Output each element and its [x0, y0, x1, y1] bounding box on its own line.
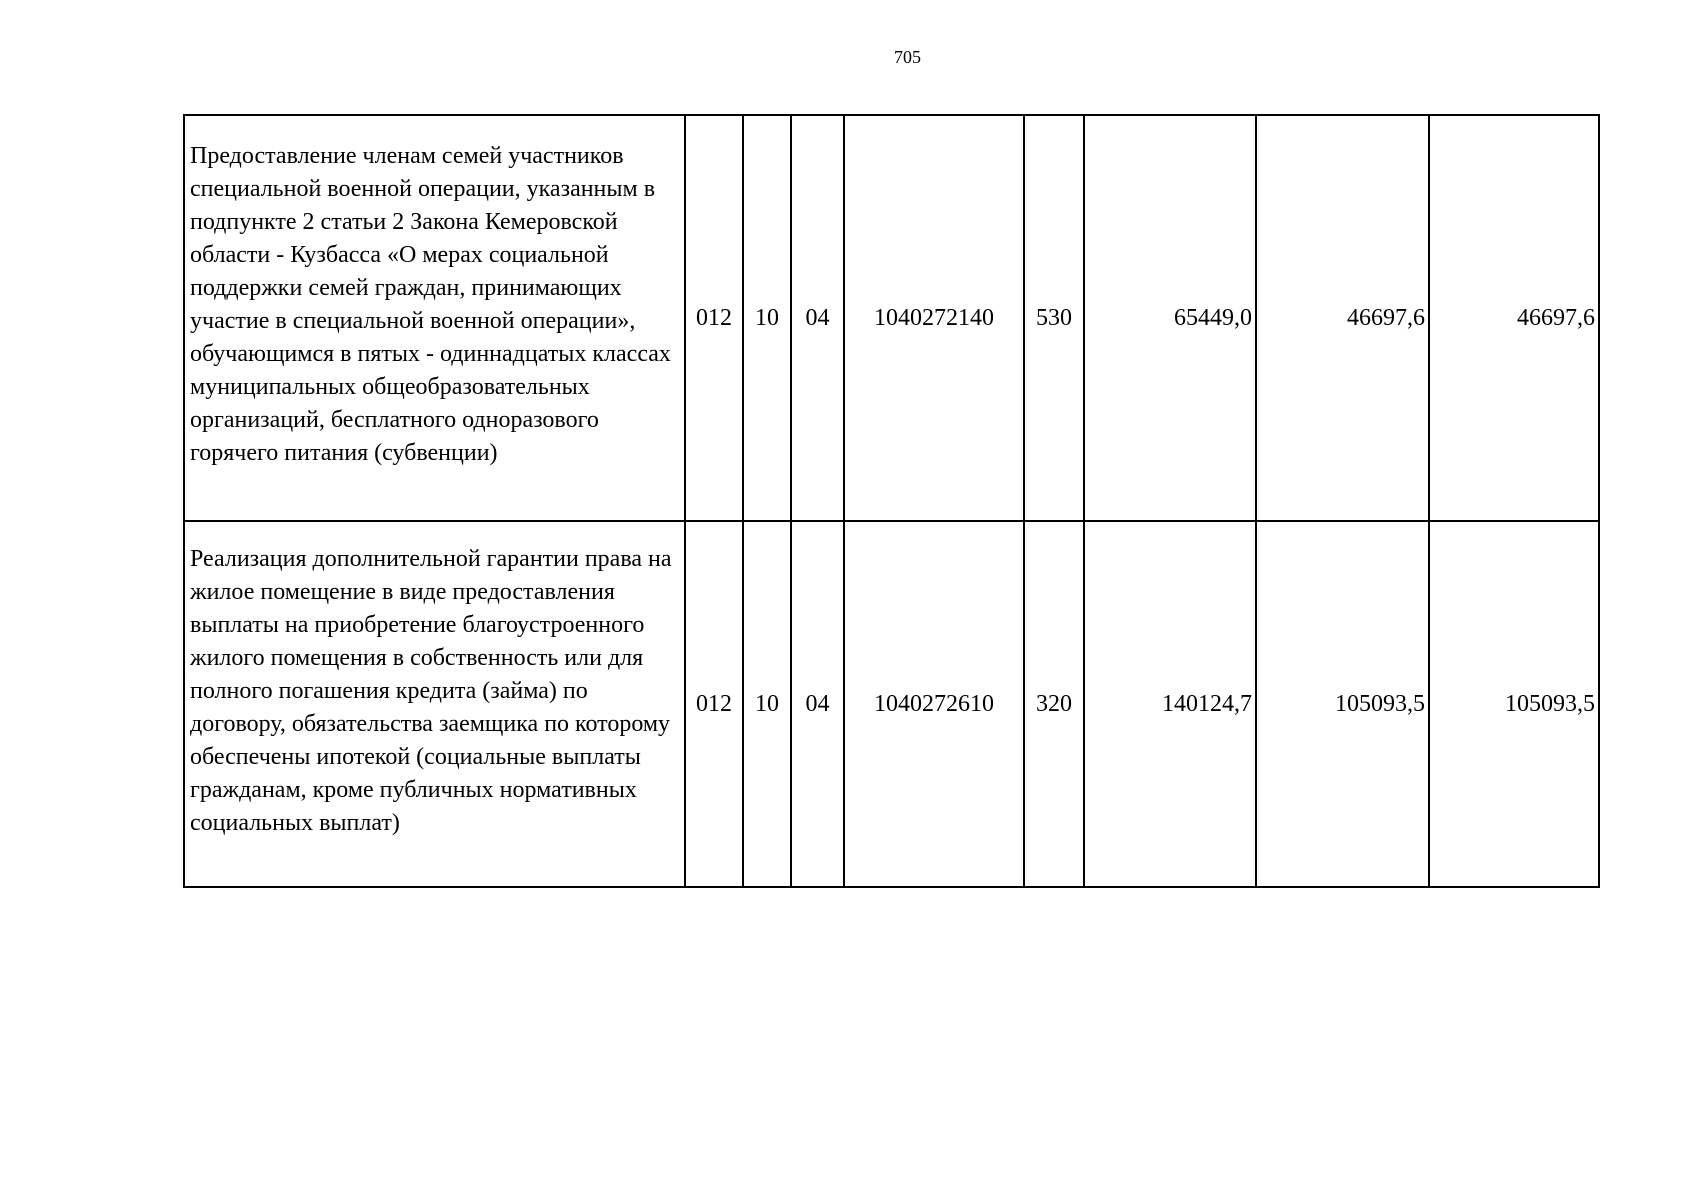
amount-2-cell: 46697,6 — [1256, 115, 1429, 521]
ministry-code-cell: 012 — [685, 521, 743, 887]
expense-type-cell: 530 — [1024, 115, 1084, 521]
table-row — [184, 115, 1599, 521]
amount-2-cell: 105093,5 — [1256, 521, 1429, 887]
target-article-cell: 1040272140 — [844, 115, 1024, 521]
target-article-cell: 1040272610 — [844, 521, 1024, 887]
table-row — [184, 521, 1599, 887]
amount-1-cell: 140124,7 — [1084, 521, 1256, 887]
row-name-cell: Предоставление членам семей участников специальной военной операции, указанным в подпункте 2 статьи 2 Закона Кемеровской области - Кузбасса «О мерах социальной поддержки семей граждан, принимающих участие в специальной военной операции», обучающимся в пятых - одиннадцатых классах муниципальных общеобразовательных организаций, бесплатного одноразового горячего питания (субвенции) — [184, 115, 685, 521]
subsection-code-cell: 04 — [791, 115, 844, 521]
amount-3-cell: 46697,6 — [1429, 115, 1599, 521]
budget-table — [183, 114, 1600, 888]
row-name-cell: Реализация дополнительной гарантии права на жилое помещение в виде предоставления выплаты на приобретение благоустроенного жилого помещения в собственность или для полного погашения кредита (займа) по договору, обязательства заемщика по которому обеспечены ипотекой (социальные выплаты гражданам, кроме публичных нормативных социальных выплат) — [184, 521, 685, 887]
expense-type-cell: 320 — [1024, 521, 1084, 887]
page-number: 705 — [894, 47, 921, 67]
section-code-cell: 10 — [743, 115, 791, 521]
amount-3-cell: 105093,5 — [1429, 521, 1599, 887]
amount-1-cell: 65449,0 — [1084, 115, 1256, 521]
ministry-code-cell: 012 — [685, 115, 743, 521]
subsection-code-cell: 04 — [791, 521, 844, 887]
section-code-cell: 10 — [743, 521, 791, 887]
